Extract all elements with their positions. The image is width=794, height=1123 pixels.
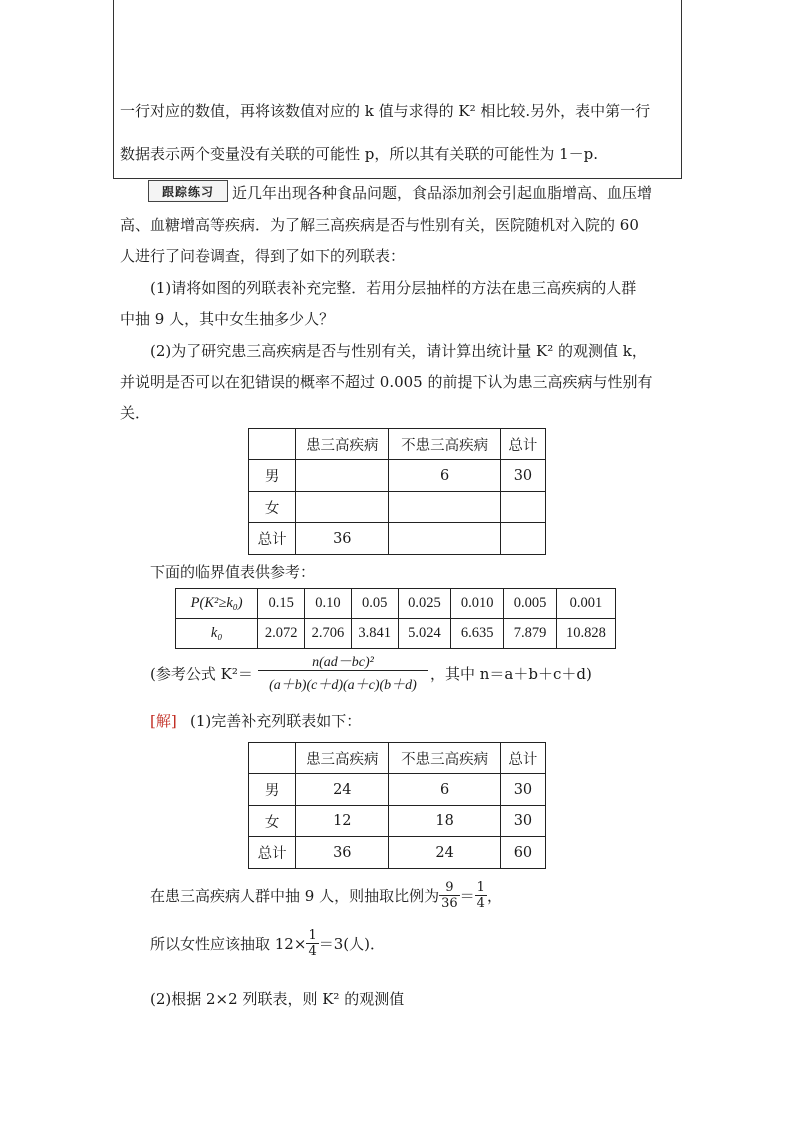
formula-numerator: n(ad－bc)² bbox=[312, 655, 374, 670]
contingency-table-complete bbox=[248, 742, 546, 869]
table-cell bbox=[296, 492, 389, 523]
fraction-denominator: 36 bbox=[441, 896, 458, 911]
table-cell: 36 bbox=[296, 523, 389, 555]
table-row bbox=[249, 774, 546, 806]
table-cell: 患三高疾病 bbox=[296, 743, 389, 774]
fraction-1-4 bbox=[306, 928, 318, 959]
table-cell: 3.841 bbox=[351, 619, 398, 649]
table-row bbox=[249, 523, 546, 555]
question-1-line-1: (1)请将如图的列联表补充完整．若用分层抽样的方法在患三高疾病的人群 bbox=[150, 279, 637, 297]
table-cell: 不患三高疾病 bbox=[389, 429, 500, 460]
formula-prefix: (参考公式 K²＝ bbox=[150, 665, 253, 683]
table-cell: 女 bbox=[249, 492, 296, 523]
table-cell bbox=[389, 523, 500, 555]
table-cell: 总计 bbox=[500, 429, 545, 460]
table-cell bbox=[249, 429, 296, 460]
table-cell: 总计 bbox=[500, 743, 545, 774]
table-cell: 18 bbox=[389, 806, 500, 837]
critical-caption: 下面的临界值表供参考： bbox=[150, 563, 316, 581]
female-sample-line bbox=[150, 928, 385, 959]
table-cell: 24 bbox=[296, 774, 389, 806]
question-2-line-1: (2)为了研究患三高疾病是否与性别有关，请计算出统计量 K² 的观测值 k， bbox=[150, 342, 647, 360]
table-cell: 60 bbox=[500, 837, 545, 869]
contingency-table-blank bbox=[248, 428, 546, 555]
formula-suffix: ，其中 n＝a＋b＋c＋d) bbox=[430, 665, 592, 683]
table-cell bbox=[500, 492, 545, 523]
question-2-line-3: 关． bbox=[120, 404, 151, 422]
fraction-numerator: 1 bbox=[308, 928, 317, 943]
table-cell: 2.072 bbox=[258, 619, 305, 649]
table-cell: 30 bbox=[500, 460, 545, 492]
table-cell: 6 bbox=[389, 774, 500, 806]
table-cell: 0.15 bbox=[258, 589, 305, 619]
table-cell: 10.828 bbox=[556, 619, 615, 649]
fraction-numerator: 9 bbox=[439, 880, 460, 896]
table-row bbox=[249, 806, 546, 837]
solution-intro: (1)完善补充列联表如下： bbox=[190, 712, 362, 730]
note-line-1: 一行对应的数值，再将该数值对应的 k 值与求得的 K² 相比较.另外，表中第一行 bbox=[120, 102, 651, 120]
fraction-denominator: 4 bbox=[308, 944, 317, 959]
table-cell: 6 bbox=[389, 460, 500, 492]
table-cell: 30 bbox=[500, 806, 545, 837]
exercise-badge: 跟踪练习 bbox=[148, 180, 228, 202]
table-cell: 男 bbox=[249, 460, 296, 492]
question-2-line-2: 并说明是否可以在犯错误的概率不超过 0.005 的前提下认为患三高疾病与性别有 bbox=[120, 373, 653, 391]
table-row bbox=[249, 460, 546, 492]
table-cell: 0.010 bbox=[451, 589, 504, 619]
comma: ， bbox=[486, 887, 502, 905]
table-header-row bbox=[249, 743, 546, 774]
table-cell: 0.10 bbox=[305, 589, 352, 619]
table-cell bbox=[249, 743, 296, 774]
table-cell: 2.706 bbox=[305, 619, 352, 649]
table-row bbox=[249, 837, 546, 869]
note-line-2: 数据表示两个变量没有关联的可能性 p，所以其有关联的可能性为 1－p. bbox=[120, 145, 599, 163]
table-cell: 7.879 bbox=[504, 619, 557, 649]
formula-denominator: (a＋b)(c＋d)(a＋c)(b＋d) bbox=[269, 678, 417, 693]
sampling-ratio-text: 在患三高疾病人群中抽 9 人，则抽取比例为 bbox=[150, 887, 440, 905]
table-cell: 女 bbox=[249, 806, 296, 837]
table-cell: k₀ bbox=[176, 619, 258, 649]
table-cell: 6.635 bbox=[451, 619, 504, 649]
table-cell: P(K²≥k₀) bbox=[176, 589, 258, 619]
table-cell: 患三高疾病 bbox=[296, 429, 389, 460]
fraction-numerator: 1 bbox=[476, 880, 485, 895]
fraction-bar bbox=[258, 670, 428, 671]
table-cell: 5.024 bbox=[398, 619, 451, 649]
fraction-denominator: 4 bbox=[476, 896, 485, 911]
equals-sign: ＝ bbox=[459, 887, 475, 905]
exercise-intro-1: 近几年出现各种食品问题，食品添加剂会引起血脂增高、血压增 bbox=[232, 184, 653, 202]
table-row bbox=[176, 619, 616, 649]
fraction-9-36 bbox=[439, 880, 460, 911]
table-cell: 30 bbox=[500, 774, 545, 806]
table-row bbox=[249, 492, 546, 523]
table-cell: 总计 bbox=[249, 837, 296, 869]
table-cell: 36 bbox=[296, 837, 389, 869]
table-cell: 0.001 bbox=[556, 589, 615, 619]
exercise-intro-3: 人进行了问卷调查，得到了如下的列联表： bbox=[120, 247, 406, 265]
female-sample-result: ＝3(人)． bbox=[318, 935, 385, 953]
table-cell: 0.005 bbox=[504, 589, 557, 619]
table-cell bbox=[296, 460, 389, 492]
solution-tag: [解] bbox=[150, 712, 177, 730]
solution-part-2: (2)根据 2×2 列联表，则 K² 的观测值 bbox=[150, 990, 405, 1008]
table-cell: 0.05 bbox=[351, 589, 398, 619]
table-cell: 男 bbox=[249, 774, 296, 806]
table-cell bbox=[500, 523, 545, 555]
question-1-line-2: 中抽 9 人，其中女生抽多少人？ bbox=[120, 310, 335, 328]
critical-value-table bbox=[175, 588, 616, 649]
table-cell: 12 bbox=[296, 806, 389, 837]
exercise-intro-2: 高、血糖增高等疾病．为了解三高疾病是否与性别有关，医院随机对入院的 60 bbox=[120, 216, 639, 234]
fraction-1-4 bbox=[475, 880, 487, 911]
table-cell: 总计 bbox=[249, 523, 296, 555]
table-cell: 24 bbox=[389, 837, 500, 869]
table-cell: 0.025 bbox=[398, 589, 451, 619]
table-header-row bbox=[249, 429, 546, 460]
table-row bbox=[176, 589, 616, 619]
table-cell: 不患三高疾病 bbox=[389, 743, 500, 774]
table-cell bbox=[389, 492, 500, 523]
female-sample-text: 所以女性应该抽取 12× bbox=[150, 935, 307, 953]
sampling-ratio-line bbox=[150, 880, 502, 911]
